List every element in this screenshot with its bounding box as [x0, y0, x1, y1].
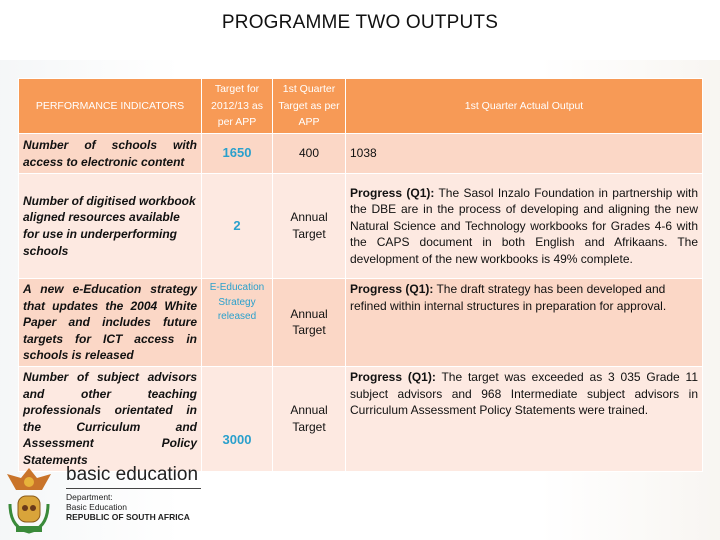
target: E-Education Strategy released	[202, 279, 273, 367]
indicator: Number of schools with access to electronic content	[19, 134, 202, 174]
progress-text: The target was exceeded as 3 035 Grade 11 subject advisors and 968 Intermediate subject advisors in Curriculum Assessment Policy Statements were trained.	[350, 369, 699, 418]
progress-text: The Sasol Inzalo Foundation in partnership with the DBE are in the process of developing and aligning the new Natural Science and Technology workbooks for Grades 4-6 with the CAPS document in both English and Afrikaans. The development of the new workbooks is 49% complete.	[350, 185, 698, 266]
actual-output	[346, 366, 703, 471]
brand-text	[66, 464, 201, 522]
header-indicators: PERFORMANCE INDICATORS	[19, 79, 202, 134]
indicator: Number of subject advisors and other teaching professionals orientated in the Curriculum and Assessment Policy Statements	[19, 366, 202, 471]
brand-line: Basic Education	[66, 502, 127, 512]
header-q1-target: 1st Quarter Target as per APP	[273, 79, 346, 134]
table-row	[19, 134, 703, 174]
department-logo	[4, 464, 201, 536]
progress-label: Progress (Q1):	[350, 185, 435, 200]
target: 1650	[202, 134, 273, 174]
q1-target: Annual Target	[273, 279, 346, 367]
indicator: A new e-Education strategy that updates the 2004 White Paper and includes future targets for ICT access in schools is released	[19, 279, 202, 367]
table-row	[19, 174, 703, 279]
table-row	[19, 279, 703, 367]
progress-text: The draft strategy has been developed and refined within internal structures in preparation for approval.	[350, 282, 667, 313]
indicator: Number of digitised workbook aligned resources available for use in underperforming schools	[19, 174, 202, 279]
page-title: PROGRAMME TWO OUTPUTS	[221, 12, 499, 33]
q1-target: 400	[273, 134, 346, 174]
outputs-table	[18, 78, 703, 472]
progress-label: Progress (Q1):	[350, 369, 436, 384]
actual-output	[346, 279, 703, 367]
brand-country: REPUBLIC OF SOUTH AFRICA	[66, 512, 190, 522]
q1-target: Annual Target	[273, 366, 346, 471]
brand-line: Department:	[66, 492, 113, 502]
table-header	[19, 79, 703, 134]
target: 2	[202, 174, 273, 279]
header-target: Target for 2012/13 as per APP	[202, 79, 273, 134]
q1-target: Annual Target	[273, 174, 346, 279]
header-q1-actual: 1st Quarter Actual Output	[346, 79, 703, 134]
actual-output: 1038	[346, 134, 703, 174]
actual-output	[346, 174, 703, 279]
table-row	[19, 366, 703, 471]
target: 3000	[202, 366, 273, 471]
brand-name: basic education	[66, 464, 201, 489]
progress-label: Progress (Q1):	[350, 282, 434, 296]
coat-of-arms-icon	[4, 464, 54, 536]
